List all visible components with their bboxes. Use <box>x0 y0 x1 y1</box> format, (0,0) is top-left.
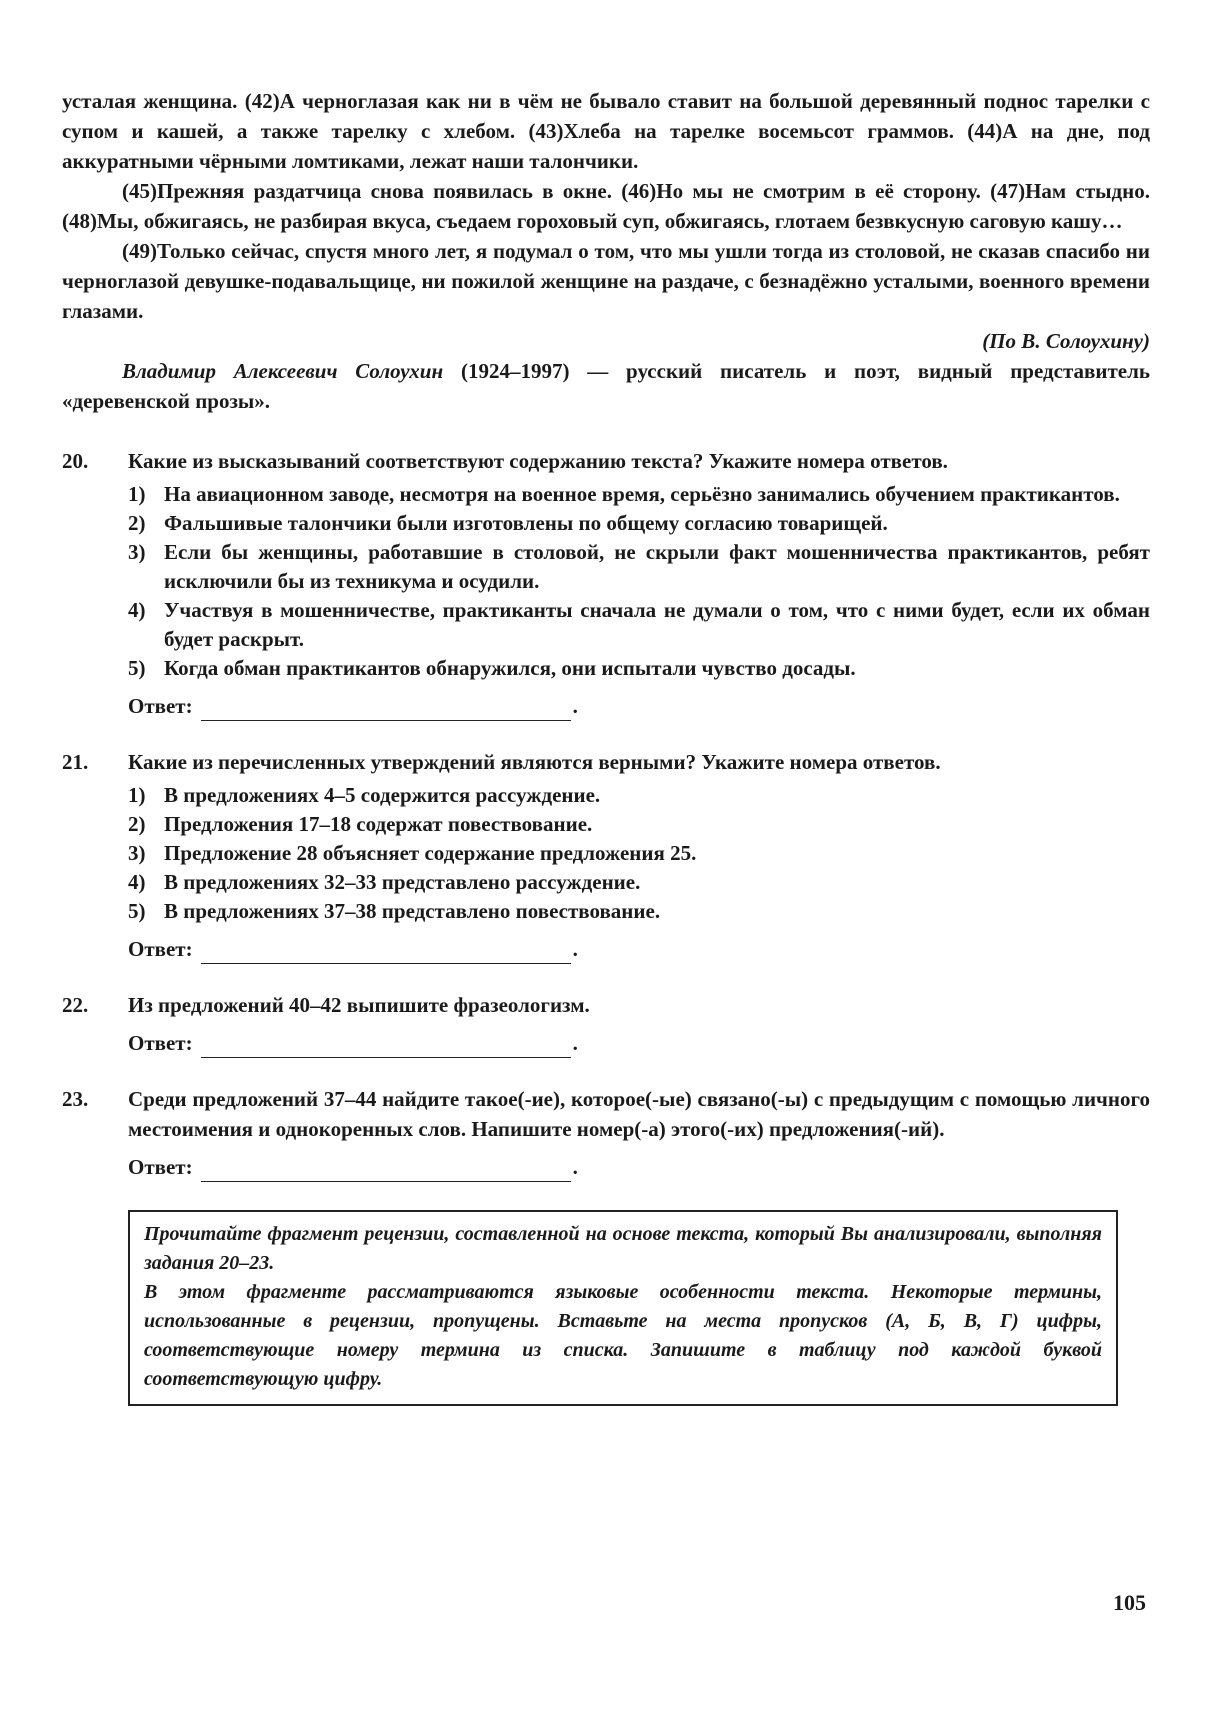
answer-field[interactable] <box>201 1035 571 1058</box>
option-number: 1) <box>128 482 146 506</box>
option-item <box>128 480 1150 509</box>
option-text: Предложение 28 объясняет содержание предложения 25. <box>164 841 697 865</box>
task-21 <box>62 747 1150 964</box>
answer-label: Ответ: <box>128 694 193 718</box>
page-content <box>62 86 1150 1406</box>
answer-field[interactable] <box>201 941 571 964</box>
answer-row: Ответ: . <box>128 1028 1150 1058</box>
option-item <box>128 810 1150 839</box>
author-info: (1924–1997) — русский писатель и поэт, видный представитель «деревенской прозы». <box>62 359 1150 413</box>
option-number: 4) <box>128 870 146 894</box>
option-text: На авиационном заводе, несмотря на военное время, серьёзно занимались обучением практикантов. <box>164 482 1120 506</box>
option-list <box>128 781 1150 926</box>
task-question: Какие из перечисленных утверждений являются верными? Укажите номера ответов. <box>128 750 941 774</box>
paragraph-45-48: (45)Прежняя раздатчица снова появилась в окне. (46)Но мы не смотрим в её сторону. (47)Нам стыдно. (48)Мы, обжигаясь, не разбирая вкуса, съедаем гороховый суп, обжигаясь, глотаем безвкусную саговую кашу… <box>62 179 1150 233</box>
answer-label: Ответ: <box>128 1031 193 1055</box>
option-text: В предложениях 4–5 содержится рассуждение. <box>164 783 601 807</box>
instruction-line-1: Прочитайте фрагмент рецензии, составленной на основе текста, который Вы анализировали, выполняя задания 20–23. <box>144 1223 1102 1274</box>
task-question: Среди предложений 37–44 найдите такое(-ие), которое(-ые) связано(-ы) с предыдущим с помощью личного местоимения и однокоренных слов. Напишите номер(-а) этого(-их) предложения(-ий). <box>128 1087 1150 1141</box>
option-text: Участвуя в мошенничестве, практиканты сначала не думали о том, что с ними будет, если их обман будет раскрыт. <box>164 598 1150 651</box>
option-text: Когда обман практикантов обнаружился, они испытали чувство досады. <box>164 656 856 680</box>
option-item <box>128 509 1150 538</box>
option-text: Предложения 17–18 содержат повествование. <box>164 812 593 836</box>
option-number: 5) <box>128 656 146 680</box>
answer-label: Ответ: <box>128 1155 193 1179</box>
page-number: 105 <box>1113 1590 1146 1615</box>
author-note <box>62 356 1150 416</box>
answer-label: Ответ: <box>128 937 193 961</box>
option-item <box>128 654 1150 683</box>
option-item <box>128 538 1150 596</box>
option-number: 4) <box>128 598 146 622</box>
option-item <box>128 897 1150 926</box>
option-text: Фальшивые талончики были изготовлены по общему согласию товарищей. <box>164 511 888 535</box>
answer-row: Ответ: . <box>128 934 1150 964</box>
paragraph-49: (49)Только сейчас, спустя много лет, я подумал о том, что мы ушли тогда из столовой, не сказав спасибо ни черноглазой девушке-подавальщице, ни пожилой женщине на раздаче, с безнадёжно усталыми, военного времени глазами. <box>62 239 1150 323</box>
option-list <box>128 480 1150 683</box>
option-number: 2) <box>128 511 146 535</box>
instruction-line-2: В этом фрагменте рассматриваются языковые особенности текста. Некоторые термины, использованные в рецензии, пропущены. Вставьте на места пропусков (А, Б, В, Г) цифры, соответствующие номеру термина из списка. Запишите в таблицу под каждой буквой соответствующую цифру. <box>144 1281 1102 1390</box>
task-22 <box>62 990 1150 1058</box>
text-attribution: (По В. Солоухину) <box>982 329 1150 353</box>
answer-row: Ответ: . <box>128 691 1150 721</box>
task-20 <box>62 446 1150 721</box>
option-text: В предложениях 32–33 представлено рассуждение. <box>164 870 641 894</box>
task-number: 20. <box>62 449 89 473</box>
option-number: 3) <box>128 841 146 865</box>
answer-field[interactable] <box>201 698 571 721</box>
option-item <box>128 596 1150 654</box>
task-question: Из предложений 40–42 выпишите фразеологизм. <box>128 993 590 1017</box>
paragraph-42-44: усталая женщина. (42)А черноглазая как ни в чём не бывало ставит на большой деревянный поднос тарелки с супом и кашей, а также тарелку с хлебом. (43)Хлеба на тарелке восемьсот граммов. (44)А на дне, под аккуратными чёрными ломтиками, лежат наши талончики. <box>62 89 1150 173</box>
option-number: 1) <box>128 783 146 807</box>
option-text: В предложениях 37–38 представлено повествование. <box>164 899 661 923</box>
task-number: 21. <box>62 750 89 774</box>
author-name: Владимир Алексеевич Солоухин <box>122 359 444 383</box>
option-number: 5) <box>128 899 146 923</box>
option-number: 3) <box>128 540 146 564</box>
answer-row: Ответ: . <box>128 1152 1150 1182</box>
option-number: 2) <box>128 812 146 836</box>
task-number: 23. <box>62 1087 89 1111</box>
instruction-box <box>128 1210 1118 1406</box>
task-question: Какие из высказываний соответствуют содержанию текста? Укажите номера ответов. <box>128 449 948 473</box>
task-23 <box>62 1084 1150 1182</box>
option-text: Если бы женщины, работавшие в столовой, не скрыли факт мошенничества практикантов, ребят исключили бы из техникума и осудили. <box>164 540 1150 593</box>
option-item <box>128 868 1150 897</box>
option-item <box>128 839 1150 868</box>
answer-field[interactable] <box>201 1159 571 1182</box>
task-number: 22. <box>62 993 89 1017</box>
option-item <box>128 781 1150 810</box>
